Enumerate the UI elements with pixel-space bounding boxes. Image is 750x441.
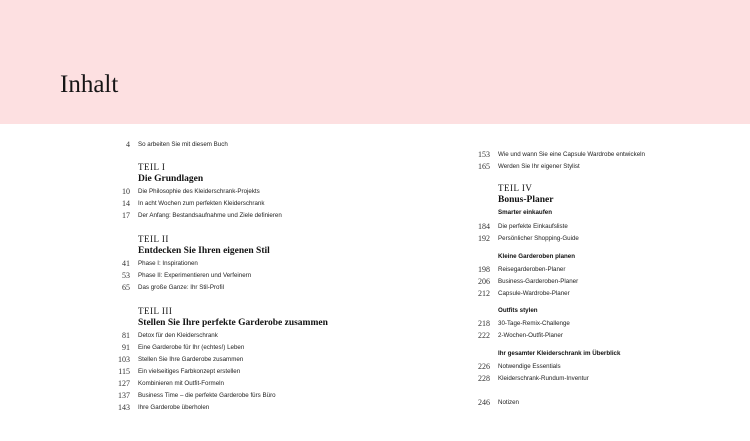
page-number: 228 [478,374,490,383]
page-number: 14 [122,199,130,208]
entry-title: Capsule-Wardrobe-Planer [498,290,570,297]
entry-title: Die Philosophie des Kleiderschrank-Projekts [138,188,260,195]
part-label: TEIL II [138,234,169,244]
toc-entry[interactable] [100,139,400,150]
part-title: Bonus-Planer [498,195,554,205]
part-label: TEIL IV [498,183,533,193]
entry-title: Persönlicher Shopping-Guide [498,235,579,242]
toc-entry[interactable] [100,390,400,401]
toc-entry[interactable] [100,378,400,389]
toc-entry[interactable] [460,233,750,244]
toc-entry[interactable] [100,330,400,341]
toc-entry[interactable] [100,198,400,209]
entry-title: Kleiderschrank-Rundum-Inventur [498,375,589,382]
entry-title: Kombinieren mit Outfit-Formeln [138,380,224,387]
group-title: Kleine Garderoben planen [498,253,576,260]
page-number: 198 [478,265,490,274]
page-number: 41 [122,259,130,268]
entry-title: Ein vielseitiges Farbkonzept erstellen [138,368,241,375]
page-number: 53 [122,271,130,280]
part-title: Die Grundlagen [138,174,204,184]
part-label: TEIL III [138,306,173,316]
group-title: Smarter einkaufen [498,209,552,216]
entry-title: Werden Sie Ihr eigener Stylist [498,163,580,170]
toc-entry[interactable] [460,361,750,372]
page-number: 143 [118,403,130,412]
page-number: 91 [122,343,130,352]
entry-title: Die perfekte Einkaufsliste [498,223,568,230]
entry-title: In acht Wochen zum perfekten Kleiderschrank [138,200,265,207]
toc-entry[interactable] [460,373,750,384]
entry-title: Detox für den Kleiderschrank [138,332,218,339]
toc-entry[interactable] [460,161,750,172]
page-number: 226 [478,362,490,371]
entry-title: Notwendige Essentials [498,363,561,370]
page-number: 184 [478,222,490,231]
entry-title: 30-Tage-Remix-Challenge [498,320,570,327]
entry-title: Der Anfang: Bestandsaufnahme und Ziele definieren [138,212,282,219]
page-number: 81 [122,331,130,340]
group-title: Ihr gesamter Kleiderschrank im Überblick [498,350,621,357]
toc-entry[interactable] [100,282,400,293]
part-title: Stellen Sie Ihre perfekte Garderobe zusammen [138,318,328,328]
part-label: TEIL I [138,162,166,172]
page-title: Inhalt [60,71,119,98]
page-number: 115 [118,367,130,376]
page-number: 4 [126,140,130,149]
toc-entry[interactable] [100,186,400,197]
entry-title: Eine Garderobe für Ihr (echtes!) Leben [138,344,245,351]
page-number: 222 [478,331,490,340]
toc-entry[interactable] [460,221,750,232]
page-number: 206 [478,277,490,286]
toc-entry[interactable] [460,397,750,408]
page-number: 103 [118,355,130,364]
toc-entry[interactable] [460,318,750,329]
entry-title: Phase I: Inspirationen [138,260,198,267]
entry-title: Ihre Garderobe überholen [138,404,210,411]
toc-entry[interactable] [460,276,750,287]
entry-title: Das große Ganze: Ihr Stil-Profil [138,284,224,291]
toc-entry[interactable] [100,258,400,269]
page-number: 65 [122,283,130,292]
page-number: 246 [478,398,490,407]
entry-title: Wie und wann Sie eine Capsule Wardrobe entwickeln [498,151,645,158]
toc-entry[interactable] [100,342,400,353]
entry-title: Notizen [498,399,519,406]
entry-title: So arbeiten Sie mit diesem Buch [138,141,228,148]
toc-entry[interactable] [100,402,400,413]
page-number: 212 [478,289,490,298]
page-number: 165 [478,162,490,171]
page-number: 10 [122,187,130,196]
toc-entry[interactable] [100,210,400,221]
toc-entry[interactable] [100,366,400,377]
entry-title: Stellen Sie Ihre Garderobe zusammen [138,356,244,363]
toc-entry[interactable] [460,264,750,275]
entry-title: Business Time – die perfekte Garderobe fürs Büro [138,392,276,399]
group-title: Outfits stylen [498,307,538,314]
toc-entry[interactable] [100,270,400,281]
entry-title: Business-Garderoben-Planer [498,278,579,285]
toc-entry[interactable] [460,288,750,299]
page-number: 17 [122,211,130,220]
part-title: Entdecken Sie Ihren eigenen Stil [138,246,270,256]
entry-title: 2-Wochen-Outfit-Planer [498,332,563,339]
page-number: 192 [478,234,490,243]
entry-title: Reisegarderoben-Planer [498,266,566,273]
page-number: 137 [118,391,130,400]
entry-title: Phase II: Experimentieren und Verfeinern [138,272,252,279]
toc-entry[interactable] [100,354,400,365]
page-number: 127 [118,379,130,388]
page-number: 218 [478,319,490,328]
header-banner [0,0,750,124]
toc-entry[interactable] [460,330,750,341]
toc-entry[interactable] [460,149,750,160]
page-number: 153 [478,150,490,159]
